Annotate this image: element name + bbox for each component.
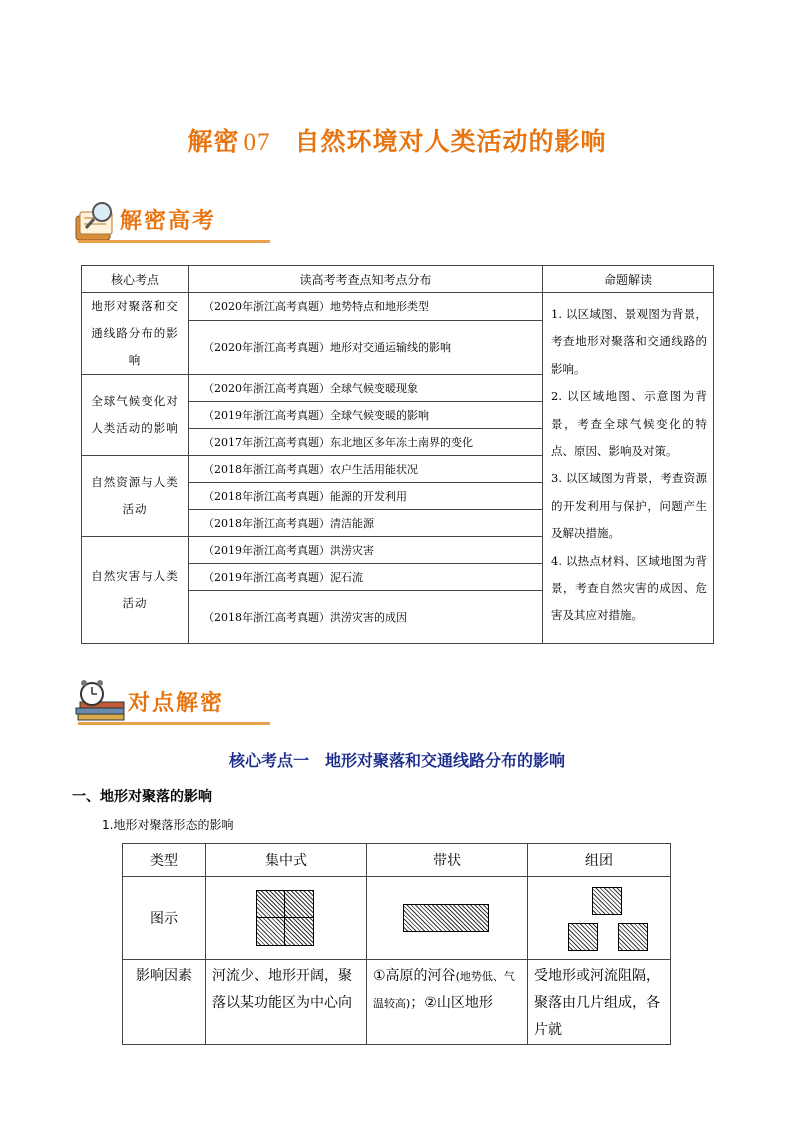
t1-core-3: 自然资源与人类活动 xyxy=(82,456,189,537)
concentrated-diagram xyxy=(256,890,314,946)
strip-diagram xyxy=(403,904,489,932)
t2-header-type: 类型 xyxy=(123,844,206,877)
t1-interpretation xyxy=(543,293,714,644)
banner-exam-underline xyxy=(78,240,270,243)
t2-figure-cluster xyxy=(528,877,671,960)
t2-factor-strip-note: (地势低、气温较高) xyxy=(373,970,515,1010)
banner-points-underline xyxy=(78,722,270,725)
t1-header-interp: 命题解读 xyxy=(543,266,714,293)
t1-item: （2018年浙江高考真题）洪涝灾害的成因 xyxy=(189,591,543,644)
t2-header-cluster: 组团 xyxy=(528,844,671,877)
t2-header-concentrated: 集中式 xyxy=(206,844,367,877)
clock-books-icon xyxy=(72,678,128,726)
t1-item: （2019年浙江高考真题）全球气候变暖的影响 xyxy=(189,402,543,429)
t1-item: （2020年浙江高考真题）地形对交通运输线的影响 xyxy=(189,320,543,374)
t2-factor-concentrated: 河流少、地形开阔，聚落以某功能区为中心向 xyxy=(206,960,367,1045)
cluster-block-left xyxy=(568,923,598,951)
heading-1: 一、地形对聚落的影响 xyxy=(72,789,212,805)
banner-exam xyxy=(72,198,272,254)
t1-item: （2018年浙江高考真题）能源的开发利用 xyxy=(189,483,543,510)
t1-core-2: 全球气候变化对人类活动的影响 xyxy=(82,375,189,456)
settlement-form-table xyxy=(122,843,671,1045)
t2-figure-concentrated xyxy=(206,877,367,960)
cluster-block-top xyxy=(592,887,622,915)
t1-core-1: 地形对聚落和交通线路分布的影响 xyxy=(82,293,189,375)
cluster-block-right xyxy=(618,923,648,951)
t1-header-core: 核心考点 xyxy=(82,266,189,293)
section-title: 核心考点一 地形对聚落和交通线路分布的影响 xyxy=(228,751,565,770)
t2-header-strip: 带状 xyxy=(367,844,528,877)
magnifier-book-icon xyxy=(72,198,122,246)
t2-factor-strip-b: ；②山区地形 xyxy=(410,995,493,1011)
exam-points-table xyxy=(81,265,714,644)
t2-figure-label: 图示 xyxy=(123,877,206,960)
t2-factor-strip-a: ①高原的河谷 xyxy=(373,968,456,984)
subheading: 1.地形对聚落形态的影响 xyxy=(102,818,234,832)
title-prefix: 解密 xyxy=(187,127,240,156)
t2-factor-label: 影响因素 xyxy=(123,960,206,1045)
t1-interpretation-text: 1. 以区域图、景观图为背景，考查地形对聚落和交通线路的影响。 2. 以区域地图、示意图为背景，考查全球气候变化的特点、原因、影响及对策。 3. 以区域图为背景，考查资源的开发利用与保护，问题产生及解决措施。 4. 以热点材料、区域地图为背景，考查自然灾害的成因、危害及其应对措施。 xyxy=(551,307,707,623)
t2-factor-strip xyxy=(367,960,528,1045)
t1-item: （2017年浙江高考真题）东北地区多年冻土南界的变化 xyxy=(189,429,543,456)
title-text: 自然环境对人类活动的影响 xyxy=(294,127,607,156)
t1-item: （2018年浙江高考真题）农户生活用能状况 xyxy=(189,456,543,483)
t1-item: （2018年浙江高考真题）清洁能源 xyxy=(189,510,543,537)
title-number: 07 xyxy=(243,129,271,156)
page-title xyxy=(0,122,794,158)
t1-item: （2020年浙江高考真题）地势特点和地形类型 xyxy=(189,293,543,321)
t1-item: （2020年浙江高考真题）全球气候变暖现象 xyxy=(189,375,543,402)
t2-figure-strip xyxy=(367,877,528,960)
t1-core-4: 自然灾害与人类活动 xyxy=(82,537,189,644)
banner-exam-label: 解密高考 xyxy=(120,209,217,234)
banner-points xyxy=(72,680,272,736)
t1-item: （2019年浙江高考真题）泥石流 xyxy=(189,564,543,591)
t2-factor-cluster: 受地形或河流阻隔，聚落由几片组成，各片就 xyxy=(528,960,671,1045)
banner-points-label: 对点解密 xyxy=(128,691,225,716)
t1-header-points: 读高考考查点知考点分布 xyxy=(189,266,543,293)
t1-item: （2019年浙江高考真题）洪涝灾害 xyxy=(189,537,543,564)
